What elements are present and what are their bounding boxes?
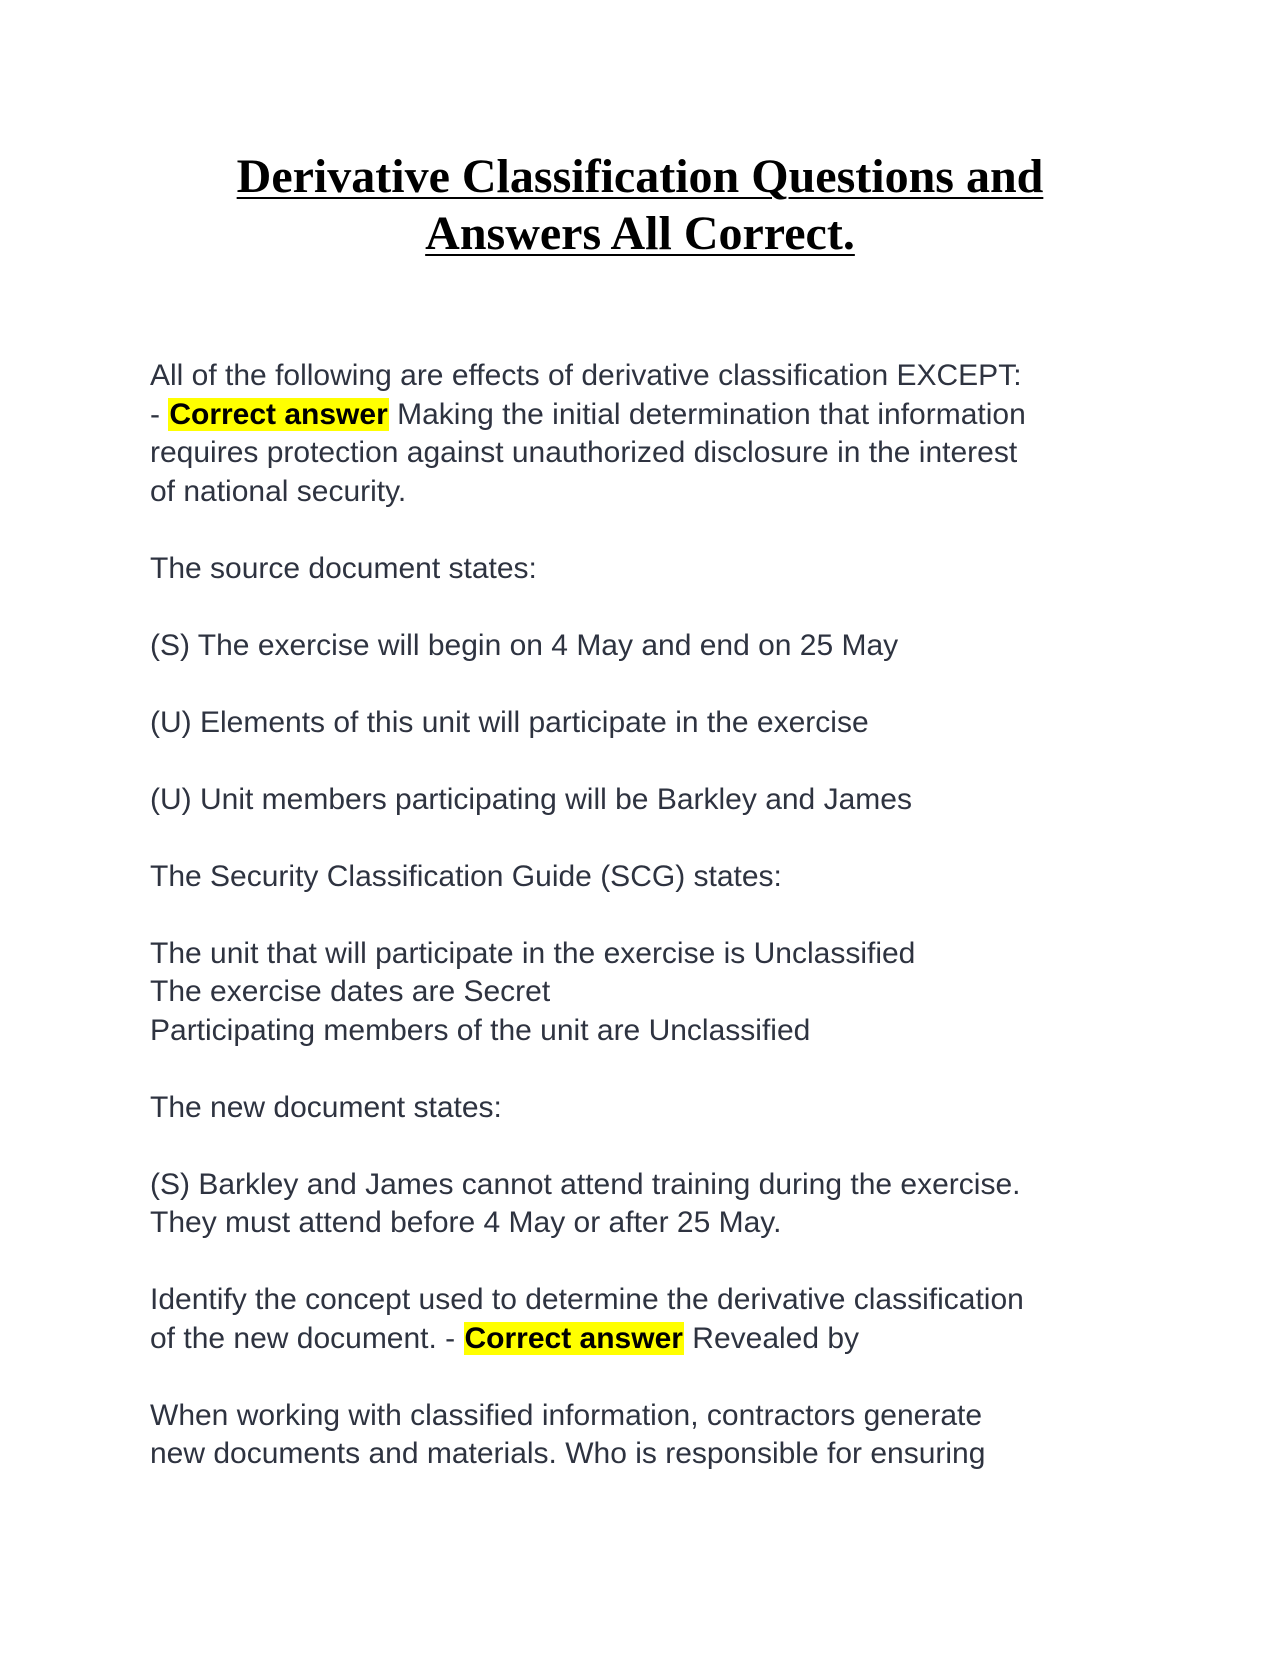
scg-heading: The Security Classification Guide (SCG) states: [150, 859, 782, 893]
spacer [150, 665, 1150, 704]
title-line-1: Derivative Classification Questions and [236, 150, 1044, 203]
source-heading: The source document states: [150, 551, 537, 585]
correct-answer-badge: Correct answer [169, 397, 388, 431]
spacer [150, 896, 1150, 935]
q1-dash: - [150, 397, 169, 431]
q1-line-2 [150, 396, 1150, 435]
document-body [150, 357, 1150, 1474]
spacer [150, 1050, 1150, 1089]
q3-line-1: When working with classified information, contractors generate [150, 1398, 983, 1432]
title-line-2: Answers All Correct. [425, 207, 855, 260]
q1-line-3: requires protection against unauthorized disclosure in the interest [150, 436, 1018, 469]
correct-answer-badge: Correct answer [464, 1321, 683, 1355]
newdoc-line-2: They must attend before 4 May or after 25 May. [150, 1206, 782, 1239]
q2-line-2 [150, 1320, 1150, 1359]
q1-line-4: of national security. [150, 474, 407, 508]
newdoc-heading: The new document states: [150, 1090, 502, 1124]
q3-line-2: new documents and materials. Who is responsible for ensuring [150, 1437, 986, 1470]
source-statement-2: (U) Elements of this unit will participate in the exercise [150, 705, 869, 739]
spacer [150, 819, 1150, 858]
spacer [150, 1243, 1150, 1282]
spacer [150, 1358, 1150, 1397]
document-title [0, 148, 1280, 262]
q2-line-1: Identify the concept used to determine the derivative classification [150, 1283, 1024, 1316]
newdoc-line-1: (S) Barkley and James cannot attend training during the exercise. [150, 1167, 1021, 1201]
q2-answer: Revealed by [683, 1321, 860, 1355]
scg-line-2: The exercise dates are Secret [150, 975, 551, 1008]
spacer [150, 1127, 1150, 1166]
spacer [150, 742, 1150, 781]
scg-line-1: The unit that will participate in the exercise is Unclassified [150, 936, 916, 970]
source-statement-1: (S) The exercise will begin on 4 May and end on 25 May [150, 628, 899, 662]
q1-line-1: All of the following are effects of derivative classification EXCEPT: [150, 359, 1022, 392]
spacer [150, 588, 1150, 627]
q2-prefix: of the new document. - [150, 1321, 464, 1355]
source-statement-3: (U) Unit members participating will be Barkley and James [150, 782, 912, 816]
spacer [150, 511, 1150, 550]
q1-answer-start: Making the initial determination that information [388, 397, 1026, 431]
scg-line-3: Participating members of the unit are Unclassified [150, 1013, 811, 1047]
